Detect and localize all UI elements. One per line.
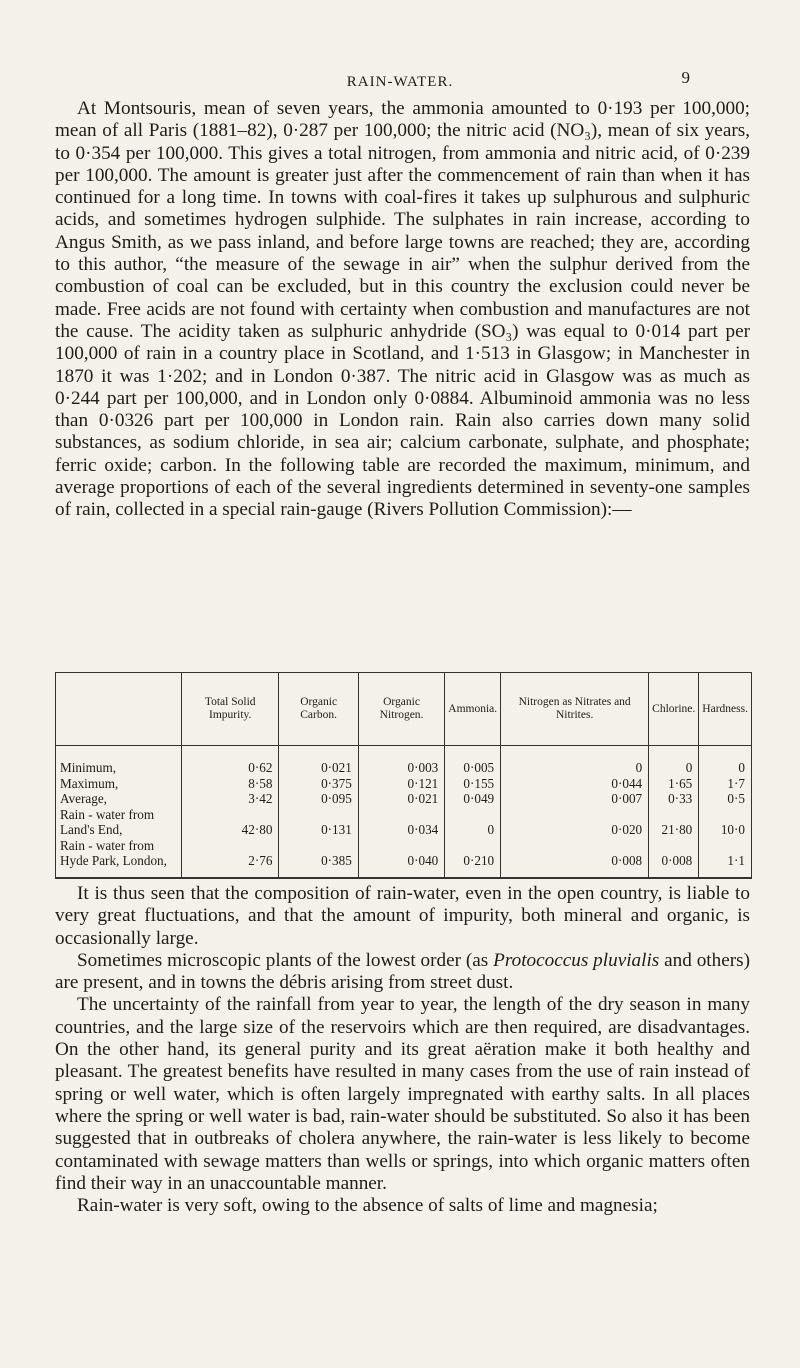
body-text-bottom bbox=[55, 883, 750, 1217]
running-head: RAIN-WATER. bbox=[346, 74, 454, 90]
page-number: 9 bbox=[681, 68, 690, 87]
table-header-row bbox=[56, 673, 752, 746]
table-cell: 0 bbox=[699, 746, 752, 776]
paragraph-text: and others) are present, and in towns the débris arising from street dust. bbox=[55, 949, 750, 994]
table-cell: 0·33 bbox=[649, 791, 699, 807]
table-cell: 0·62 bbox=[182, 746, 279, 776]
rain-composition-table bbox=[55, 672, 752, 879]
table-cell: 0·375 bbox=[279, 776, 358, 792]
row-label: Rain - water from Hyde Park, London, bbox=[56, 838, 182, 878]
table-header: Organic Nitrogen. bbox=[358, 673, 444, 746]
species-name: Protococcus pluvialis bbox=[493, 949, 660, 971]
row-label: Rain - water from Land's End, bbox=[56, 807, 182, 838]
table-header bbox=[56, 673, 182, 746]
table-cell: 0·021 bbox=[279, 746, 358, 776]
table-row bbox=[56, 807, 752, 838]
table-cell: 0·044 bbox=[501, 776, 649, 792]
table-header: Organic Carbon. bbox=[279, 673, 358, 746]
table-cell: 0·003 bbox=[358, 746, 444, 776]
paragraph: It is thus seen that the composition of rain-water, even in the open country, is liable to very great fluctuations, and that the amount of impurity, both mineral and organic, is occasionally large. bbox=[55, 883, 750, 949]
table-cell: 0·385 bbox=[279, 838, 358, 878]
table-cell: 0·210 bbox=[445, 838, 501, 878]
table-cell: 0 bbox=[649, 746, 699, 776]
table-header: Chlorine. bbox=[649, 673, 699, 746]
table-cell: 0·034 bbox=[358, 807, 444, 838]
table-row bbox=[56, 838, 752, 878]
table-cell: 0·020 bbox=[501, 807, 649, 838]
table-cell: 0·008 bbox=[649, 838, 699, 878]
paragraph: The uncertainty of the rainfall from year to year, the length of the dry season in many countries, and the large size of the reservoirs which are then required, are disadvantages. On the other hand, its general purity and its great aëration make it both healthy and pleasant. The greatest benefits have resulted in many cases from the use of rain instead of spring or well water, which is often largely impregnated with earthy salts. In all places where the spring or well water is bad, rain-water should be substituted. So also it has been suggested that in outbreaks of cholera anywhere, the rain-water is less likely to become contaminated with sewage matters than wells or springs, into which organic matters often find their way in an unaccountable manner. bbox=[55, 994, 750, 1194]
paragraph: At Montsouris, mean of seven years, the ammonia amounted to 0·193 per 100,000; mean of all Paris (1881–82), 0·287 per 100,000; the nitric acid (NO₃), mean of six years, to 0·354 per 100,000. This gives a total nitrogen, from ammonia and nitric acid, of 0·239 per 100,000. The amount is greater just after the commencement of rain than when it has continued for a long time. In towns with coal-fires it takes up sulphurous and sulphuric acids, and sometimes hydrogen sulphide. The sulphates in rain increase, according to Angus Smith, as we pass inland, and before large towns are reached; they are, according to this author, “the measure of the sewage in air” when the sulphur derived from the combustion of coal can be excluded, but in this country the exclusion could never be made. Free acids are not found with certainty when combustion and manufactures are not the cause. The acidity taken as sulphuric anhydride (SO₃) was equal to 0·014 part per 100,000 of rain in a country place in Scotland, and 1·513 in Glasgow; in Manchester in 1870 it was 1·202; and in London 0·387. The nitric acid in Glasgow was as much as 0·244 part per 100,000, and in London only 0·0884. Albuminoid ammonia was no less than 0·0326 part per 100,000 in London rain. Rain also carries down many solid substances, as sodium chloride, in sea air; calcium carbonate, sulphate, and phosphate; ferric oxide; carbon. In the following table are recorded the maximum, minimum, and average proportions of each of the several ingredients determined in seventy-one samples of rain, collected in a special rain-gauge (Rivers Pollution Commission):— bbox=[55, 98, 750, 521]
paragraph-text: Sometimes microscopic plants of the lowest order (as bbox=[77, 949, 494, 971]
table-cell: 8·58 bbox=[182, 776, 279, 792]
row-label: Average, bbox=[56, 791, 182, 807]
table-cell: 3·42 bbox=[182, 791, 279, 807]
table-row bbox=[56, 791, 752, 807]
table-cell: 0·049 bbox=[445, 791, 501, 807]
table-row bbox=[56, 746, 752, 776]
paragraph: Rain-water is very soft, owing to the absence of salts of lime and magnesia; bbox=[77, 1195, 658, 1217]
table-cell: 0·121 bbox=[358, 776, 444, 792]
table-cell: 0 bbox=[501, 746, 649, 776]
table-header: Total Solid Impurity. bbox=[182, 673, 279, 746]
table-cell: 0·021 bbox=[358, 791, 444, 807]
table-cell: 0·155 bbox=[445, 776, 501, 792]
table-header: Nitrogen as Nitrates and Nitrites. bbox=[501, 673, 649, 746]
table-cell: 0·5 bbox=[699, 791, 752, 807]
table-cell: 21·80 bbox=[649, 807, 699, 838]
table-cell: 0·005 bbox=[445, 746, 501, 776]
table-cell: 0·007 bbox=[501, 791, 649, 807]
table-cell: 0·008 bbox=[501, 838, 649, 878]
table-cell: 1·1 bbox=[699, 838, 752, 878]
table-cell: 10·0 bbox=[699, 807, 752, 838]
table-cell: 1·65 bbox=[649, 776, 699, 792]
table-cell: 0·040 bbox=[358, 838, 444, 878]
table-header: Ammonia. bbox=[445, 673, 501, 746]
table-row bbox=[56, 776, 752, 792]
table-header: Hardness. bbox=[699, 673, 752, 746]
body-text-top bbox=[55, 98, 750, 522]
row-label: Minimum, bbox=[56, 746, 182, 776]
paragraph bbox=[55, 950, 750, 995]
table-cell: 0·095 bbox=[279, 791, 358, 807]
table-cell: 42·80 bbox=[182, 807, 279, 838]
table-cell: 2·76 bbox=[182, 838, 279, 878]
table-cell: 1·7 bbox=[699, 776, 752, 792]
table-cell: 0·131 bbox=[279, 807, 358, 838]
table-cell: 0 bbox=[445, 807, 501, 838]
row-label: Maximum, bbox=[56, 776, 182, 792]
